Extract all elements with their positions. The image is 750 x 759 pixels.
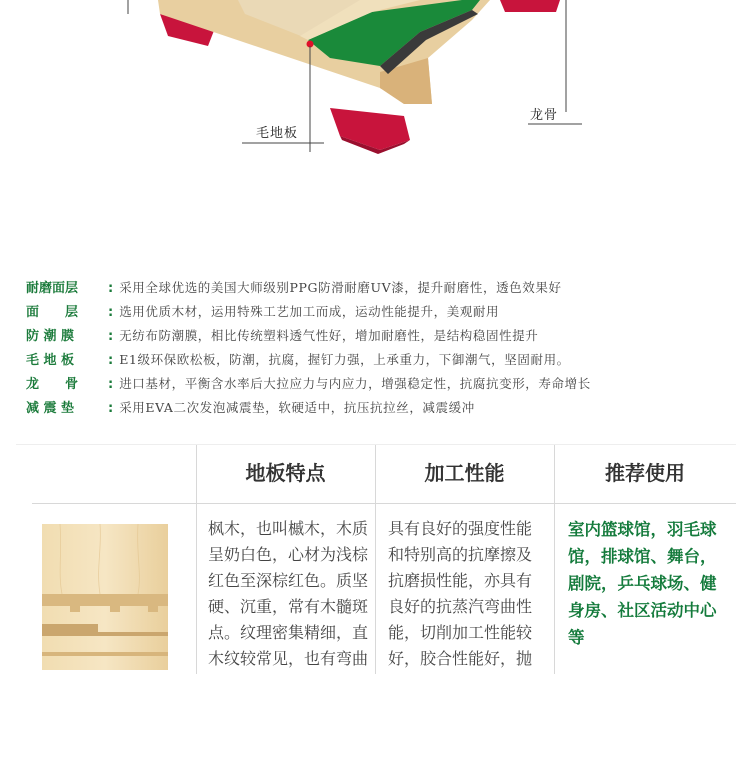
spec-row-moisture-film: 防 潮 膜 : 无纺布防潮膜，相比传统塑料透气性好，增加耐磨性，是结构稳固性提升	[26, 324, 736, 348]
spec-term: 防 潮 膜	[26, 329, 75, 344]
header-floor-features: 地板特点	[245, 461, 326, 485]
spec-row-shock-pad: 减 震 垫 : 采用EVA二次发泡减震垫，软硬适中，抗压抗拉丝，减震缓冲	[26, 396, 736, 420]
text-line: 木纹较常见，也有弯曲	[208, 649, 369, 668]
callout-label-subfloor: 毛地板	[256, 126, 299, 141]
spec-row-surface-layer: 面 层 : 选用优质木材，运用特殊工艺加工而成，运动性能提升，美观耐用	[26, 300, 736, 324]
spec-row-joist: 龙 骨 : 进口基材，平衡含水率后大拉应力与内应力，增强稳定性，抗腐抗变形，寿命增长	[26, 372, 736, 396]
text-line: 剧院，乒乓球场、健	[568, 574, 717, 593]
callout-label-joist: 龙骨	[530, 108, 559, 123]
text-line: 等	[568, 628, 585, 647]
text-line: 硬、沉重，常有木髓斑	[208, 597, 369, 616]
spec-term: 龙 骨	[26, 377, 79, 392]
text-line: 能，切削加工性能较	[388, 623, 533, 642]
shock-pad-back	[500, 0, 560, 12]
layer-spec-list	[26, 276, 736, 420]
text-line: 好，胶合性能好，抛	[388, 649, 533, 668]
text-line: 抗磨损性能，亦具有	[388, 571, 533, 590]
text-line: 呈奶白色，心材为浅棕	[208, 545, 369, 564]
text-line: 枫木，也叫槭木，木质	[208, 519, 369, 538]
spec-term: 耐磨面层	[26, 281, 79, 296]
cell-processing-performance	[388, 516, 552, 672]
text-line: 点。纹理密集精细，直	[208, 623, 369, 642]
header-recommended-use: 推荐使用	[605, 461, 685, 485]
spec-term: 减 震 垫	[26, 401, 75, 416]
spec-term: 毛 地 板	[26, 353, 75, 368]
floor-structure-illustration	[0, 0, 750, 260]
cell-floor-features	[208, 516, 372, 672]
floor-layers-diagram	[0, 0, 750, 260]
shock-pad-front	[330, 108, 410, 150]
text-line: 良好的抗蒸汽弯曲性	[388, 597, 533, 616]
text-line: 红色至深棕红色。质坚	[208, 571, 369, 590]
spec-row-wear-layer: 耐磨面层 : 采用全球优选的美国大师级别PPG防滑耐磨UV漆，提升耐磨性，透色效果好	[26, 276, 736, 300]
text-line: 身房、社区活动中心	[568, 601, 717, 620]
cell-recommended-use	[568, 516, 736, 651]
text-line: 馆，排球馆、舞台，	[568, 547, 717, 566]
text-line: 和特别高的抗摩擦及	[388, 545, 533, 564]
spec-desc: 选用优质木材，运用特殊工艺加工而成，运动性能提升，美观耐用	[119, 304, 500, 319]
wood-plank-image	[40, 524, 170, 670]
header-processing-performance: 加工性能	[424, 461, 505, 485]
text-line: 室内篮球馆，羽毛球	[568, 520, 717, 539]
spec-desc: 采用EVA二次发泡减震垫，软硬适中，抗压抗拉丝，减震缓冲	[119, 400, 475, 415]
spec-row-subfloor: 毛 地 板 : E1级环保欧松板，防潮，抗腐，握钉力强，上承重力，下御潮气，坚固耐用。	[26, 348, 736, 372]
spec-desc: 进口基材，平衡含水率后大拉应力与内应力，增强稳定性，抗腐抗变形，寿命增长	[119, 376, 591, 391]
feature-table	[16, 444, 736, 759]
spec-term: 面 层	[26, 305, 79, 320]
spec-desc: E1级环保欧松板，防潮，抗腐，握钉力强，上承重力，下御潮气，坚固耐用。	[119, 352, 570, 367]
spec-desc: 无纺布防潮膜，相比传统塑料透气性好，增加耐磨性，是结构稳固性提升	[119, 328, 539, 343]
text-line: 具有良好的强度性能	[388, 519, 533, 538]
spec-desc: 采用全球优选的美国大师级别PPG防滑耐磨UV漆，提升耐磨性，透色效果好	[119, 280, 562, 295]
